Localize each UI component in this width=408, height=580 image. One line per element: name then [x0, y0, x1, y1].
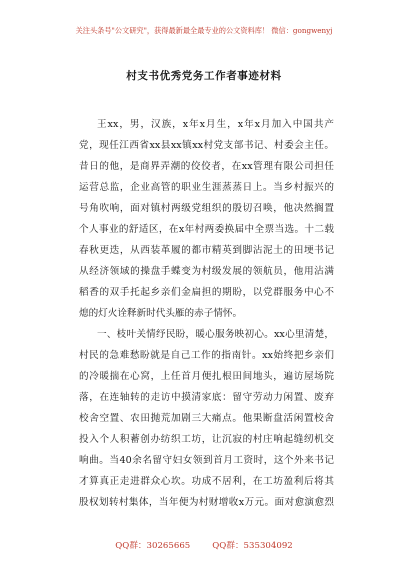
body-line: 稻香的双手托起乡亲们金扁担的期盼，以党群服务中心不 — [79, 287, 334, 298]
body-line: 熄的灯火诠释新时代头雁的赤子情怀。 — [79, 308, 243, 319]
body-line: 昔日的他，是商界弄潮的佼佼者，在xx管理有限公司担任 — [79, 161, 334, 172]
body-line: 校舍空置、农田抛荒加剧三大痛点。他果断盘活闲置校舍 — [79, 413, 334, 424]
body-line: 运营总监，企业高管的职业生涯蒸蒸日上。当乡村振兴的 — [79, 182, 334, 193]
body-line: 才算真正走进群众心坎。功成不居利，在工坊盈利后将其 — [79, 476, 334, 487]
promo-header: 关注头条号"公文研究"，获得最新最全最专业的公文资料库！ 微信：gongwenyj — [75, 26, 333, 35]
body-line: 一、枝叶关情纾民盼，暖心服务映初心。xx心里清楚， — [97, 329, 334, 340]
body-line: 投入个人积蓄创办纺织工坊，让沉寂的村庄响起缝纫机交 — [79, 434, 334, 445]
body-line: 春秋更迭，从西装革履的都市精英到脚沾泥土的田埂书记 — [79, 245, 334, 256]
document-title: 村支书优秀党务工作者事迹材料 — [126, 70, 282, 82]
body-line: 响曲。当40余名留守妇女领到首月工资时，这个外来书记 — [79, 455, 334, 466]
body-line: 股权划转村集体，当年便为村财增收x万元。面对愈演愈烈 — [79, 497, 334, 508]
body-line: 号角吹响，面对镇村两级党组织的殷切召唤，他决然搁置 — [79, 203, 334, 214]
body-line: 从经济领域的操盘手蝶变为村级发展的领航员，他用沾满 — [79, 266, 334, 277]
body-line: 落，在连轴转的走访中摸清家底：留守劳动力闲置、废弃 — [79, 392, 334, 403]
contact-footer — [0, 539, 408, 551]
body-line: 党，现任江西省xx县xx镇xx村党支部书记、村委会主任。 — [79, 140, 334, 151]
qq-group-2: QQ群：535304092 — [212, 541, 293, 551]
body-line: 王xx，男，汉族，x年x月生，x年x月加入中国共产 — [97, 119, 334, 130]
qq-group-1: QQ群：30265665 — [115, 541, 191, 551]
body-line: 村民的急难愁盼就是自己工作的指南针。xx始终把乡亲们 — [79, 350, 334, 361]
body-line: 个人事业的舒适区，在x年村两委换届中全票当选。十二载 — [79, 224, 334, 235]
body-line: 的冷暖揣在心窝，上任首月便扎根田间地头，遍访屋场院 — [79, 371, 334, 382]
